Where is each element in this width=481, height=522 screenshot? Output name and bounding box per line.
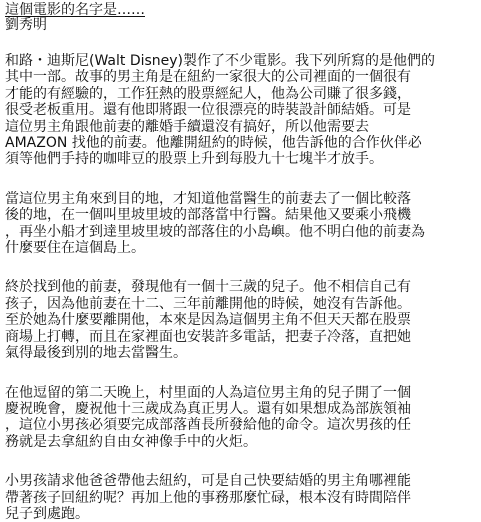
paragraph-line: 什麼要住在這個島上。 (5, 240, 145, 257)
paragraph-line: 小男孩請求他爸爸帶他去紐約，可是自己快要結婚的男主角哪裡能 (5, 473, 411, 490)
paragraph-line: 這位男主角跟他前妻的離婚手續還沒有搞好，所以他需要去 (5, 118, 369, 135)
paragraph-line: ，再坐小船才到達里坡里坡的部落住的小島嶼。他不明白他的前妻為 (5, 223, 425, 240)
paragraph-line: 很受老板重用。還有他即將跟一位很漂亮的時裝設計師結婚。可是 (5, 102, 411, 119)
article-paragraph (5, 385, 475, 451)
paragraph-line: 氣得最後到別的地去當醫生。 (5, 345, 187, 362)
article-paragraph (5, 53, 475, 168)
paragraph-line: 在他逗留的第二天晚上，村里面的人為這位男主角的兒子開了一個 (5, 384, 411, 401)
paragraph-line: 孩子，因為他前妻在十二、三年前離開他的時候，她沒有告訴他。 (5, 295, 411, 312)
paragraph-line: 須等他們手持的咖啡豆的股票上升到每股九十七塊半才放手。 (5, 151, 383, 168)
article-paragraph (5, 473, 475, 522)
article-author: 劉秀明 (5, 17, 47, 33)
paragraph-line: 後的地，在一個叫里坡里坡的部落當中行醫。結果他又要乘小飛機 (5, 207, 411, 224)
paragraph-line: 才能的有經驗的，工作狂熱的股票經紀人，他為公司賺了很多錢， (5, 85, 411, 102)
paragraph-line: 其中一部。故事的男主角是在紐約一家很大的公司裡面的一個很有 (5, 69, 411, 86)
article-paragraph (5, 191, 475, 257)
paragraph-line: 慶祝晚會，慶祝他十三歲成為真正男人。還有如果想成為部族領袖 (5, 400, 411, 417)
paragraph-line: 務就是去拿紐約自由女神像手中的火炬。 (5, 433, 257, 450)
paragraph-line: ，這位小男孩必須要完成部落酋長所發給他的命令。這次男孩的任 (5, 417, 411, 434)
paragraph-line: 至於她為什麼要離開他，本來是因為這個男主角不但天天都在股票 (5, 312, 411, 329)
paragraph-line: 帶著孩子回紐約呢？再加上他的事務那麼忙碌，根本沒有時間陪伴 (5, 489, 411, 506)
paragraph-line: 商場上打轉，而且在家裡面也安裝許多電話，把妻子冷落，直把她 (5, 328, 411, 345)
article-title: 這個電影的名字是…… (5, 2, 145, 18)
paragraph-line: 終於找到他的前妻，發現他有一個十三歲的兒子。他不相信自己有 (5, 279, 411, 296)
paragraph-line: 和路・迪斯尼(Walt Disney)製作了不少電影。我下列所寫的是他們的 (5, 53, 436, 69)
paragraph-line: 當這位男主角來到目的地，才知道他當醫生的前妻去了一個比較落 (5, 190, 411, 207)
paragraph-line: AMAZON 找他的前妻。他離開紐約的時候，他告訴他的合作伙伴必 (5, 135, 422, 152)
paragraph-line: 兒子到處跑。 (5, 505, 89, 522)
article-paragraph (5, 279, 475, 361)
